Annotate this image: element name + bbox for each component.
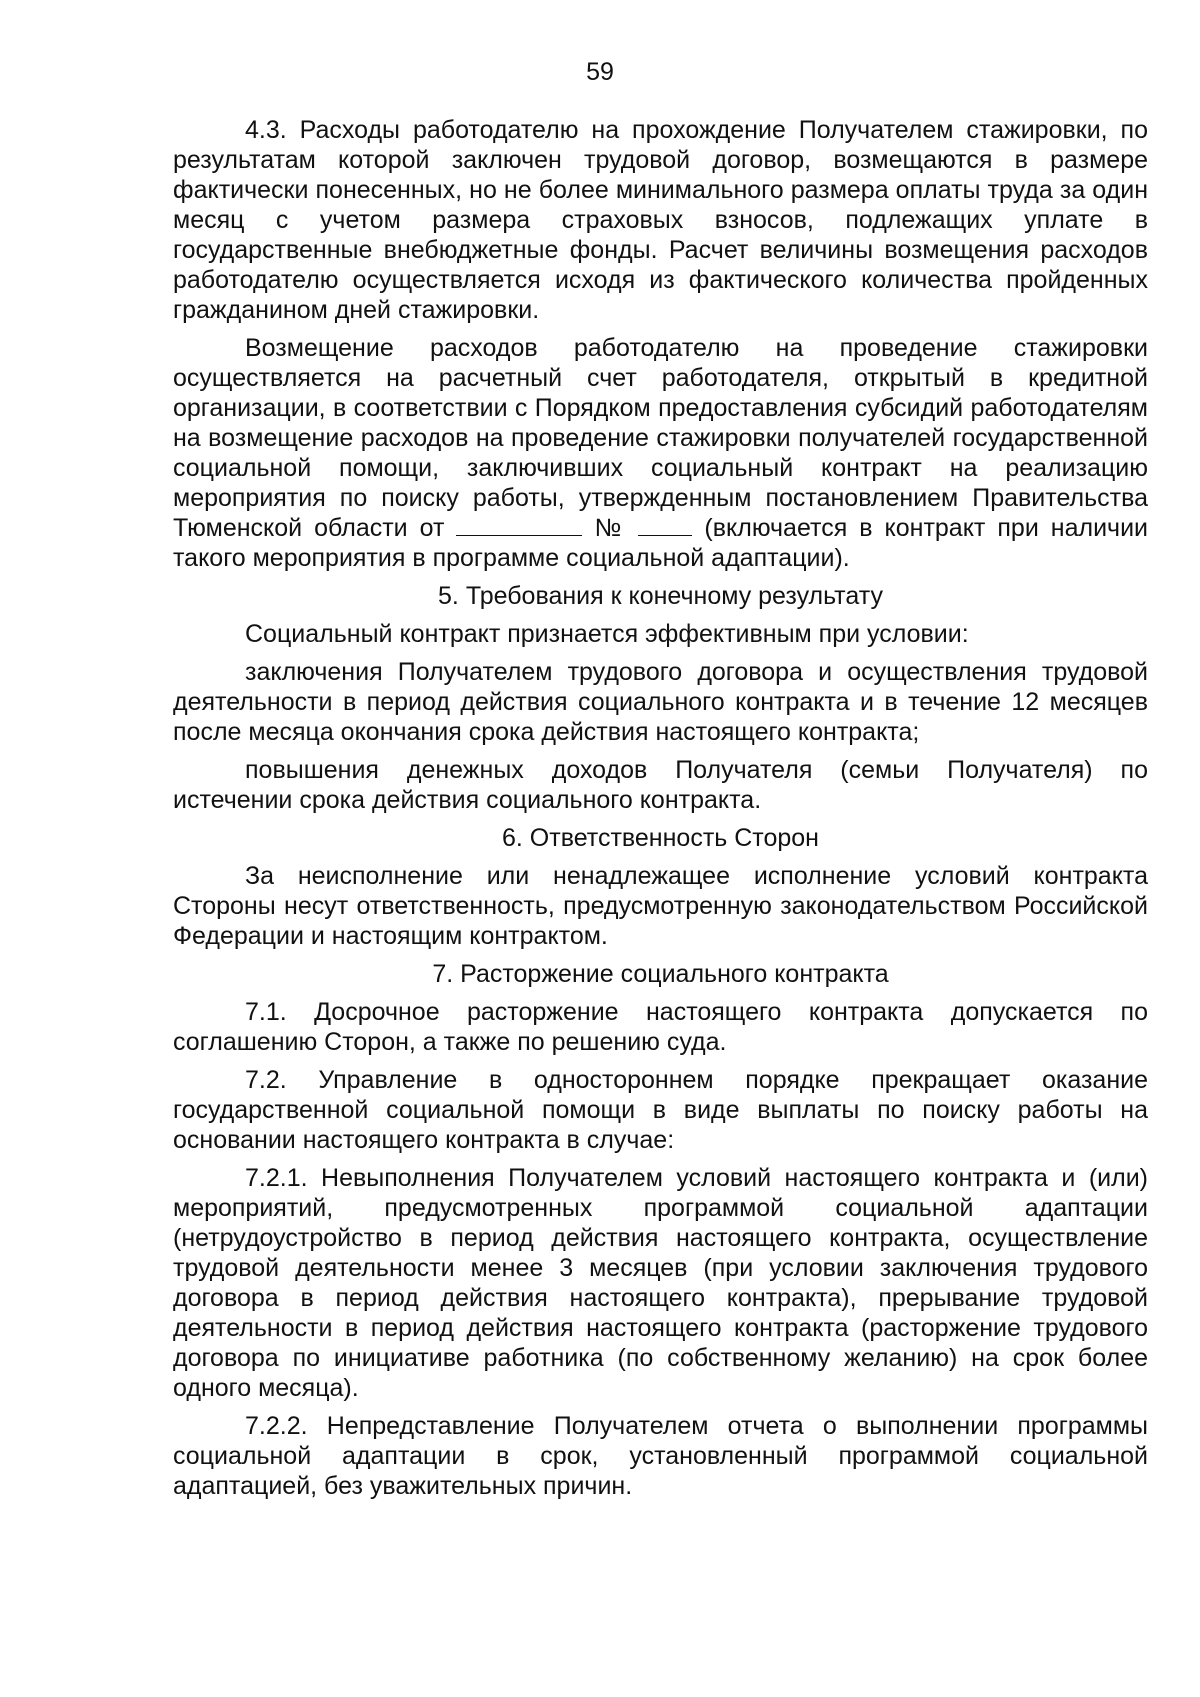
paragraph-6: За неисполнение или ненадлежащее исполнение условий контракта Стороны несут ответственность, предусмотренную законодательством Российской Федерации и настоящим контрактом. <box>173 862 1148 950</box>
reimbursement-tail: (включается в контракт при наличии такого мероприятия в программе социальной адаптации). <box>173 514 1149 572</box>
document-body <box>173 115 1148 1509</box>
paragraph-7-2: 7.2. Управление в одностороннем порядке прекращает оказание государственной социальной помощи в виде выплаты по поиску работы на основании настоящего контракта в случае: <box>173 1066 1148 1154</box>
paragraph-7-1: 7.1. Досрочное расторжение настоящего контракта допускается по соглашению Сторон, а также по решению суда. <box>173 998 1148 1056</box>
paragraph-5-b: повышения денежных доходов Получателя (семьи Получателя) по истечении срока действия социального контракта. <box>173 756 1148 814</box>
number-blank-line <box>638 513 692 536</box>
paragraph-7-2-1: 7.2.1. Невыполнения Получателем условий настоящего контракта и (или) мероприятий, предусмотренных программой социальной адаптации (нетрудоустройство в период действия настоящего контракта, осуществление трудовой деятельности менее 3 месяцев (при условии заключения трудового договора в период действия настоящего контракта), прерывание трудовой деятельности в период действия настоящего контракта (расторжение трудового договора по инициативе работника (по собственному желанию) на срок более одного месяца). <box>173 1164 1148 1402</box>
date-blank-line <box>456 513 582 536</box>
section-7-heading: 7. Расторжение социального контракта <box>432 960 889 988</box>
number-sign: № <box>594 514 627 542</box>
section-5-heading: 5. Требования к конечному результату <box>438 582 883 610</box>
paragraph-reimbursement <box>173 333 1148 573</box>
paragraph-4-3: 4.3. Расходы работодателю на прохождение Получателем стажировки, по результатам которой заключен трудовой договор, возмещаются в размере фактически понесенных, но не более минимального размера оплаты труда за один месяц с учетом размера страховых взносов, подлежащих уплате в государственные внебюджетные фонды. Расчет величины возмещения расходов работодателю осуществляется исходя из фактического количества пройденных гражданином дней стажировки. <box>173 116 1148 324</box>
paragraph-5-intro: Социальный контракт признается эффективным при условии: <box>245 620 969 648</box>
page-number: 59 <box>586 58 614 86</box>
paragraph-7-2-2: 7.2.2. Непредставление Получателем отчета о выполнении программы социальной адаптации в срок, установленный программой социальной адаптацией, без уважительных причин. <box>173 1412 1148 1500</box>
reimbursement-text: Возмещение расходов работодателю на проведение стажировки осуществляется на расчетный счет работодателя, открытый в кредитной организации, в соответствии с Порядком предоставления субсидий работодателям на возмещение расходов на проведение стажировки получателей государственной социальной помощи, заключивших социальный контракт на реализацию мероприятия по поиску работы, утвержденным постановлением Правительства Тюменской области от <box>173 334 1148 542</box>
paragraph-5-a: заключения Получателем трудового договора и осуществления трудовой деятельности в период действия социального контракта и в течение 12 месяцев после месяца окончания срока действия настоящего контракта; <box>173 658 1148 746</box>
section-6-heading: 6. Ответственность Сторон <box>502 824 819 852</box>
